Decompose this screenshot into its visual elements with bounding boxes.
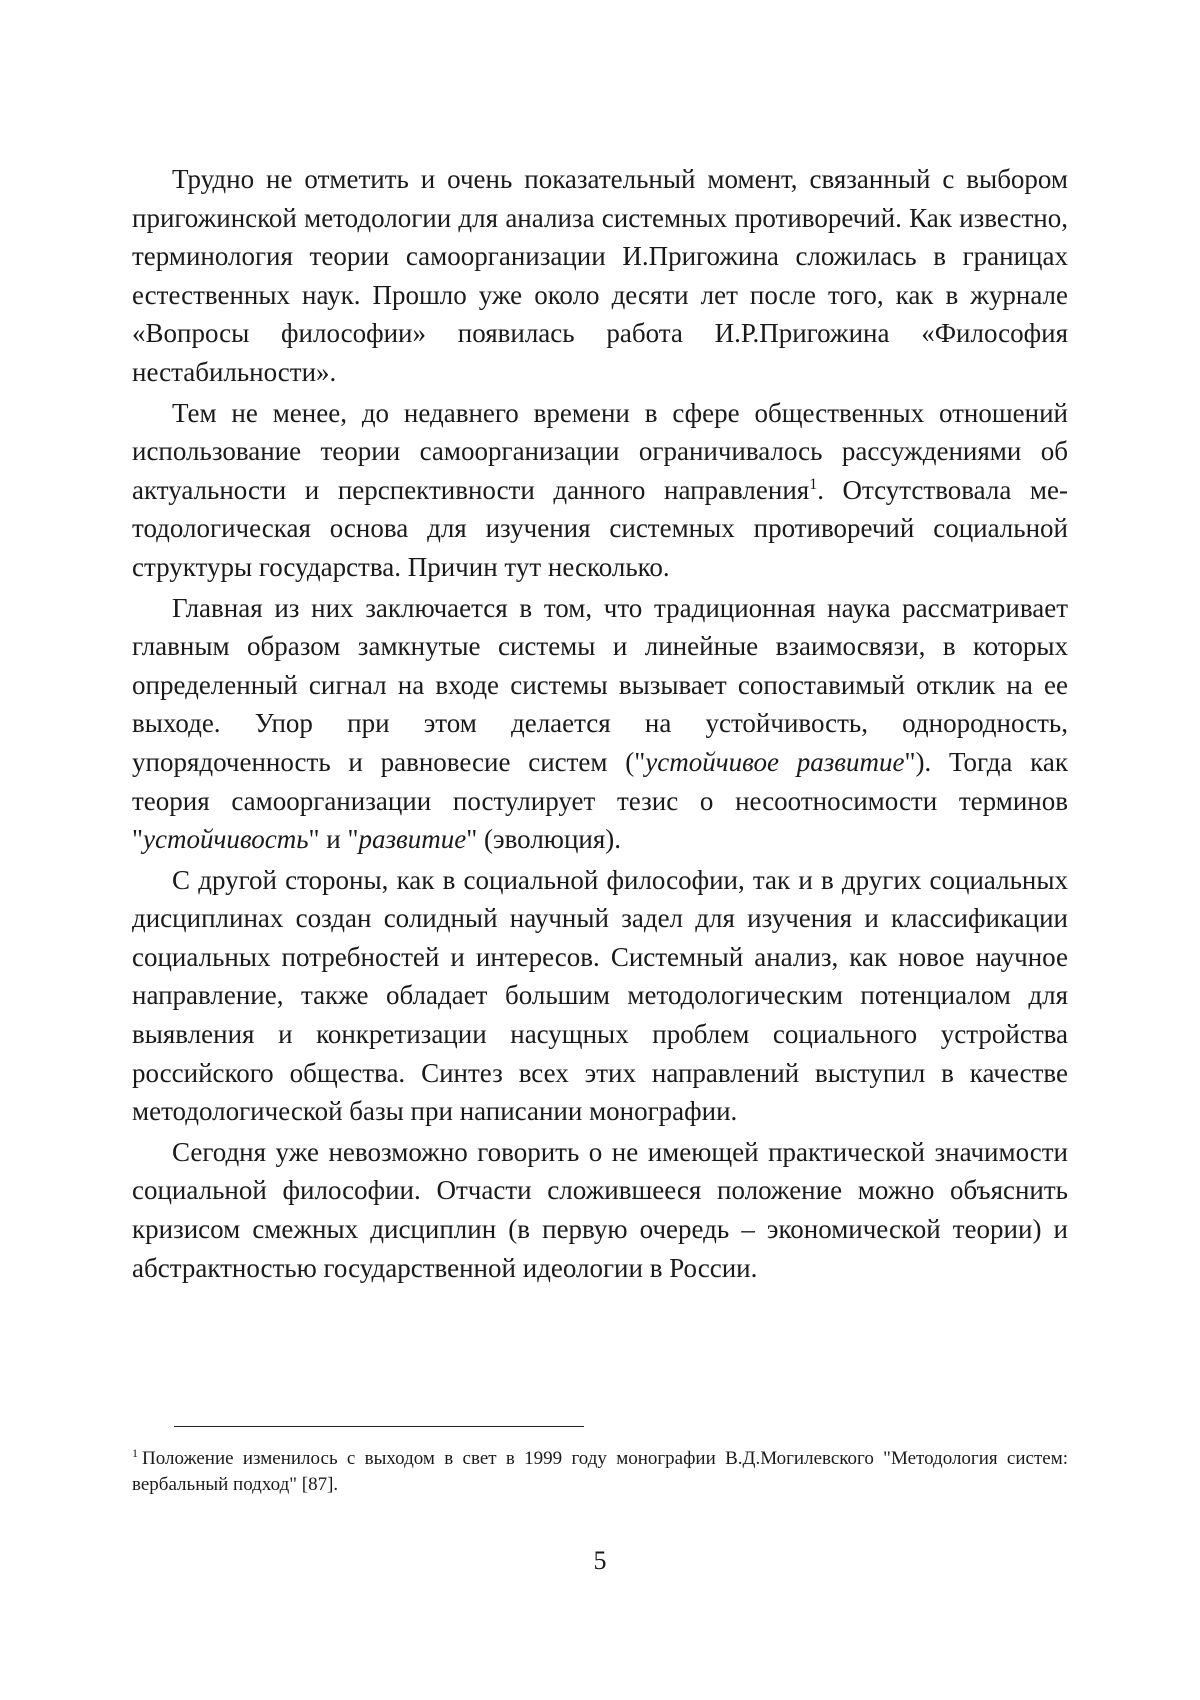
main-text <box>132 160 1068 1289</box>
paragraph-1 <box>132 160 1068 392</box>
paragraph-1-text: Трудно не отметить и очень показательный момент, связанный с выбором пригожинской методологии для анализа системных противоречий. Как известно, терминология теории самоорганизации И.Пригожина сложилась в границах естественных наук. Прошло уже около десяти лет после того, как в журнале «Вопросы философии» появилась работа И.Р.Пригожина «Философия нестабильности». <box>132 164 1068 387</box>
italic-term-sustainable-development: устойчивое развитие <box>645 746 905 777</box>
paragraph-3 <box>132 589 1068 859</box>
footnote <box>132 1446 1068 1498</box>
italic-term-stability: устойчивость <box>143 824 309 855</box>
italic-term-development: развитие <box>358 824 467 855</box>
footnote-marker: 1 <box>132 1445 138 1460</box>
paragraph-5 <box>132 1133 1068 1287</box>
footnote-text: Положение изменилось с выходом в свет в 1999 году монографии В.Д.Могилевского "Методология систем: вербальный подход" [87]. <box>132 1448 1068 1495</box>
paragraph-5-text: Сегодня уже невозможно говорить о не имеющей практической значимости социальной философии. Отчасти сложившееся положение можно объяснить кризисом смежных дисциплин (в первую очередь – экономической теории) и абстрактностью государственной идеологии в России. <box>132 1136 1068 1283</box>
footnote-reference[interactable]: 1 <box>809 475 818 493</box>
footnote-separator <box>174 1426 584 1427</box>
paragraph-3-text-middle: "). Тогда как теория самоорганизации постулирует тезис о несоотносимости терминов " <box>132 746 1068 855</box>
paragraph-2-text-start: Тем не менее, до недавнего времени в сфере общественных отношений использование теории самоорганизации ограничивалось рассуждениями об актуальности и перспективности данного направления <box>132 397 1068 505</box>
paragraph-3-text-start: Главная из них заключается в том, что традиционная наука рассматривает главным образом замкнутые системы и линейные взаимосвязи, в которых определенный сигнал на входе системы вызывает сопоставимый отклик на ее выходе. Упор при этом делается на устойчивость, однородность, упорядоченность и равновесие систем (" <box>132 592 1068 777</box>
paragraph-4-text: С другой стороны, как в социальной философии, так и в других социальных дисциплинах создан солидный научный задел для изучения и классификации социальных потребностей и интересов. Системный анализ, как новое научное направление, также обладает большим методологическим потенциалом для выявления и конкретизации насущных проблем социального устройства российского общества. Синтез всех этих направлений выступил в качестве методологической базы при написании монографии. <box>132 864 1068 1127</box>
paragraph-3-text-connector: " и " <box>308 824 359 855</box>
paragraph-3-text-end: " (эволюция). <box>466 824 622 855</box>
paragraph-2 <box>132 394 1068 587</box>
paragraph-2-text-end: . Отсутствовала методологическая основа для изучения системных противоречий социальной структуры государства. Причин тут несколько. <box>132 474 1068 582</box>
paragraph-4 <box>132 861 1068 1131</box>
page-number: 5 <box>593 1546 607 1575</box>
